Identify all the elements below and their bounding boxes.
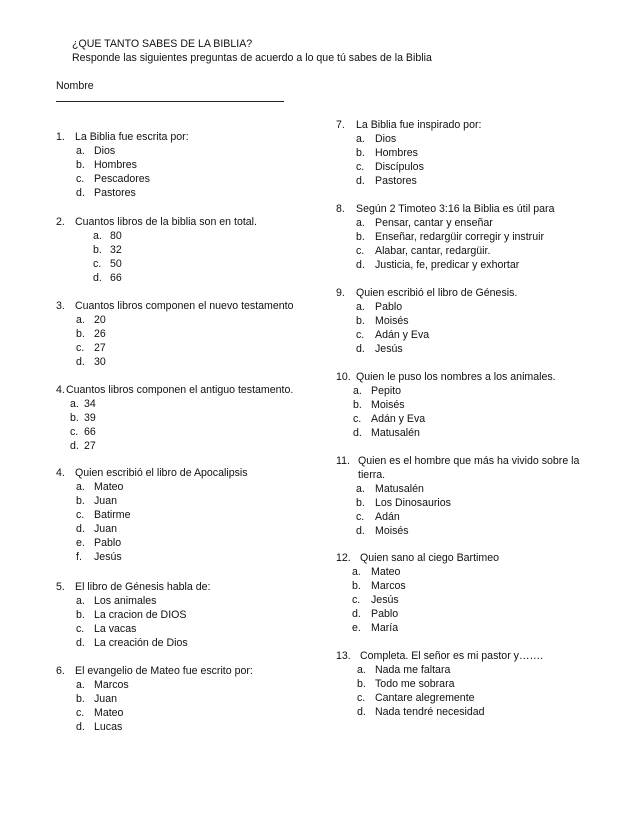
option-text: Los animales [94, 595, 157, 607]
answer-option[interactable] [336, 621, 626, 635]
option-text: Pepito [371, 385, 402, 397]
option-text: Jesús [94, 551, 122, 563]
question-number: 10. [336, 371, 351, 383]
option-letter: d. [357, 706, 366, 718]
option-letter: b. [356, 147, 365, 159]
question-3 [56, 299, 346, 369]
option-letter: a. [356, 133, 365, 145]
question-text: El evangelio de Mateo fue escrito por: [75, 665, 253, 677]
option-letter: d. [76, 187, 85, 199]
option-text: Enseñar, redargüir corregir y instruir [375, 231, 544, 243]
option-text: Mateo [94, 481, 124, 493]
option-text: Adán [375, 511, 400, 523]
answer-option[interactable] [56, 411, 346, 425]
question-number: 3. [56, 300, 65, 312]
option-letter: c. [76, 342, 85, 354]
option-text: Mateo [94, 707, 124, 719]
question-10 [336, 286, 626, 356]
answer-option[interactable] [336, 328, 626, 342]
option-text: 20 [94, 314, 106, 326]
answer-option[interactable] [336, 314, 626, 328]
option-text: Pablo [371, 608, 399, 620]
option-text: Juan [94, 523, 117, 535]
answer-option[interactable] [56, 355, 346, 369]
option-text: Pensar, cantar y enseñar [375, 217, 493, 229]
option-text: Adán y Eva [371, 413, 426, 425]
answer-option[interactable] [56, 720, 346, 734]
answer-option[interactable] [336, 579, 626, 593]
question-14 [336, 649, 626, 719]
question-4 [56, 383, 346, 453]
answer-option[interactable] [56, 313, 346, 327]
answer-option[interactable] [56, 692, 346, 706]
answer-option[interactable] [336, 174, 626, 188]
answer-option[interactable] [56, 550, 346, 564]
answer-option[interactable] [336, 705, 626, 719]
answer-option[interactable] [336, 146, 626, 160]
answer-option[interactable] [336, 412, 626, 426]
option-text: 30 [94, 356, 106, 368]
option-text: Batirme [94, 509, 131, 521]
option-text: Moisés [375, 525, 409, 537]
answer-option[interactable] [336, 524, 626, 538]
answer-option[interactable] [336, 607, 626, 621]
question-number: 12. [336, 552, 351, 564]
option-text: Justicia, fe, predicar y exhortar [375, 259, 520, 271]
answer-option[interactable] [56, 158, 346, 172]
option-text: Todo me sobrara [375, 678, 455, 690]
question-text: La Biblia fue inspirado por: [356, 119, 482, 131]
answer-option[interactable] [336, 342, 626, 356]
question-12 [336, 454, 626, 538]
option-letter: b. [356, 497, 365, 509]
answer-option[interactable] [56, 678, 346, 692]
option-text: La cracion de DIOS [94, 609, 187, 621]
option-letter: b. [76, 328, 85, 340]
question-text: Quien es el hombre que más ha vivido sobre la [358, 455, 580, 467]
option-letter: d. [356, 343, 365, 355]
answer-option[interactable] [56, 172, 346, 186]
question-number: 7. [336, 119, 345, 131]
option-text: 50 [110, 258, 122, 270]
answer-option[interactable] [336, 132, 626, 146]
option-text: Marcos [371, 580, 406, 592]
option-letter: a. [353, 385, 362, 397]
question-number: 8. [336, 203, 345, 215]
answer-option[interactable] [56, 257, 346, 271]
question-9 [336, 202, 626, 272]
option-letter: d. [76, 721, 85, 733]
name-blank-line[interactable] [56, 101, 284, 102]
option-letter: a. [76, 679, 85, 691]
question-11 [336, 370, 626, 440]
question-text: La Biblia fue escrita por: [75, 131, 189, 143]
option-letter: a. [70, 398, 79, 410]
question-5 [56, 466, 346, 564]
option-letter: c. [70, 426, 79, 438]
option-text: Pablo [94, 537, 122, 549]
option-text: 27 [94, 342, 106, 354]
option-letter: b. [356, 231, 365, 243]
answer-option[interactable] [336, 482, 626, 496]
option-text: Moisés [371, 399, 405, 411]
answer-option[interactable] [336, 258, 626, 272]
option-text: Los Dinosaurios [375, 497, 451, 509]
question-text: Cuantos libros componen el nuevo testamento [75, 300, 294, 312]
option-text: 80 [110, 230, 122, 242]
option-text: 26 [94, 328, 106, 340]
option-letter: f. [76, 551, 82, 563]
option-text: Adán y Eva [375, 329, 430, 341]
worksheet-instructions: Responde las siguientes preguntas de acuerdo a lo que tú sabes de la Biblia [72, 52, 432, 64]
answer-option[interactable] [336, 663, 626, 677]
option-letter: b. [356, 315, 365, 327]
answer-option[interactable] [56, 271, 346, 285]
option-text: Pablo [375, 301, 403, 313]
option-letter: a. [356, 301, 365, 313]
option-letter: e. [76, 537, 85, 549]
answer-option[interactable] [56, 608, 346, 622]
option-letter: a. [76, 481, 85, 493]
option-text: Pastores [94, 187, 136, 199]
option-text: 66 [110, 272, 122, 284]
answer-option[interactable] [336, 244, 626, 258]
answer-option[interactable] [56, 186, 346, 200]
option-text: Nada tendré necesidad [375, 706, 485, 718]
option-letter: c. [353, 413, 362, 425]
option-text: La vacas [94, 623, 137, 635]
option-letter: a. [357, 664, 366, 676]
option-text: 39 [84, 412, 96, 424]
option-text: Juan [94, 495, 117, 507]
option-letter: b. [353, 399, 362, 411]
option-letter: c. [76, 509, 85, 521]
option-letter: c. [356, 511, 365, 523]
answer-option[interactable] [336, 216, 626, 230]
option-text: Jesús [375, 343, 403, 355]
answer-option[interactable] [336, 677, 626, 691]
option-letter: d. [93, 272, 102, 284]
answer-option[interactable] [336, 398, 626, 412]
option-text: 27 [84, 440, 96, 452]
answer-option[interactable] [56, 622, 346, 636]
option-letter: c. [76, 623, 85, 635]
option-letter: b. [93, 244, 102, 256]
question-text: Quien le puso los nombres a los animales. [356, 371, 556, 383]
option-text: Cantare alegremente [375, 692, 475, 704]
question-text: Según 2 Timoteo 3:16 la Biblia es útil para [356, 203, 555, 215]
option-text: Discípulos [375, 161, 424, 173]
question-text: Cuantos libros de la biblia son en total. [75, 216, 257, 228]
answer-option[interactable] [56, 636, 346, 650]
question-number: 6. [56, 665, 65, 677]
question-number: 2. [56, 216, 65, 228]
option-text: 32 [110, 244, 122, 256]
option-letter: b. [76, 609, 85, 621]
question-13 [336, 551, 626, 635]
answer-option[interactable] [56, 144, 346, 158]
option-letter: a. [76, 595, 85, 607]
option-text: María [371, 622, 399, 634]
answer-option[interactable] [56, 229, 346, 243]
option-letter: d. [356, 259, 365, 271]
option-text: Dios [375, 133, 397, 145]
answer-option[interactable] [336, 593, 626, 607]
option-letter: d. [70, 440, 79, 452]
option-text: La creación de Dios [94, 637, 188, 649]
question-1 [56, 130, 346, 200]
question-8 [336, 118, 626, 188]
option-text: Jesús [371, 594, 399, 606]
question-number: 5. [56, 581, 65, 593]
answer-option[interactable] [56, 341, 346, 355]
option-letter: a. [93, 230, 102, 242]
option-letter: e. [352, 622, 361, 634]
answer-option[interactable] [56, 494, 346, 508]
option-text: Dios [94, 145, 116, 157]
worksheet-title: ¿QUE TANTO SABES DE LA BIBLIA? [72, 38, 253, 50]
question-number: 11. [336, 455, 350, 467]
option-text: Lucas [94, 721, 123, 733]
question-text: Completa. El señor es mi pastor y……. [360, 650, 544, 662]
answer-option[interactable] [336, 300, 626, 314]
option-letter: c. [356, 329, 365, 341]
answer-option[interactable] [336, 230, 626, 244]
answer-option[interactable] [336, 496, 626, 510]
question-2 [56, 215, 346, 285]
answer-option[interactable] [56, 439, 346, 453]
answer-option[interactable] [336, 510, 626, 524]
option-letter: d. [353, 427, 362, 439]
option-letter: a. [356, 217, 365, 229]
option-letter: b. [352, 580, 361, 592]
option-letter: a. [352, 566, 361, 578]
option-text: Nada me faltara [375, 664, 451, 676]
option-text: 34 [84, 398, 96, 410]
option-text: Matusalén [371, 427, 420, 439]
answer-option[interactable] [336, 691, 626, 705]
option-text: Hombres [375, 147, 418, 159]
question-number: 9. [336, 287, 345, 299]
answer-option[interactable] [336, 160, 626, 174]
option-letter: b. [357, 678, 366, 690]
answer-option[interactable] [56, 327, 346, 341]
option-letter: c. [76, 173, 85, 185]
option-text: Pastores [375, 175, 417, 187]
question-7 [56, 664, 346, 734]
option-letter: d. [76, 356, 85, 368]
option-text: Pescadores [94, 173, 150, 185]
answer-option[interactable] [56, 425, 346, 439]
answer-option[interactable] [56, 243, 346, 257]
option-letter: c. [356, 161, 365, 173]
option-letter: c. [356, 245, 365, 257]
question-text: El libro de Génesis habla de: [75, 581, 211, 593]
question-6 [56, 580, 346, 650]
question-text-continued: tierra. [358, 469, 386, 481]
option-letter: d. [352, 608, 361, 620]
option-letter: b. [70, 412, 79, 424]
question-number: 1. [56, 131, 65, 143]
option-letter: a. [76, 145, 85, 157]
question-number: 4. [56, 467, 65, 479]
answer-option[interactable] [56, 480, 346, 494]
question-text: Quien escribió el libro de Génesis. [356, 287, 518, 299]
answer-option[interactable] [56, 397, 346, 411]
question-number: 13. [336, 650, 351, 662]
option-text: 66 [84, 426, 96, 438]
question-text: Quien escribió el libro de Apocalipsis [75, 467, 248, 479]
option-letter: c. [93, 258, 102, 270]
option-letter: c. [357, 692, 366, 704]
answer-option[interactable] [56, 536, 346, 550]
option-letter: d. [76, 523, 85, 535]
option-text: Marcos [94, 679, 129, 691]
option-letter: b. [76, 495, 85, 507]
option-letter: c. [352, 594, 361, 606]
option-letter: b. [76, 159, 85, 171]
answer-option[interactable] [56, 706, 346, 720]
option-text: Hombres [94, 159, 137, 171]
answer-option[interactable] [56, 522, 346, 536]
option-letter: a. [76, 314, 85, 326]
name-label: Nombre [56, 80, 94, 92]
answer-option[interactable] [336, 384, 626, 398]
option-letter: b. [76, 693, 85, 705]
answer-option[interactable] [56, 594, 346, 608]
option-letter: d. [76, 637, 85, 649]
option-text: Alabar, cantar, redargüir. [375, 245, 491, 257]
option-text: Moisés [375, 315, 409, 327]
option-letter: a. [356, 483, 365, 495]
question-text: Quien sano al ciego Bartimeo [360, 552, 499, 564]
option-text: Mateo [371, 566, 401, 578]
answer-option[interactable] [336, 426, 626, 440]
option-letter: c. [76, 707, 85, 719]
option-text: Juan [94, 693, 117, 705]
question-text: Cuantos libros componen el antiguo testamento. [66, 384, 294, 396]
answer-option[interactable] [56, 508, 346, 522]
option-letter: d. [356, 175, 365, 187]
question-number: 4. [56, 384, 65, 396]
answer-option[interactable] [336, 565, 626, 579]
option-letter: d. [356, 525, 365, 537]
option-text: Matusalén [375, 483, 424, 495]
